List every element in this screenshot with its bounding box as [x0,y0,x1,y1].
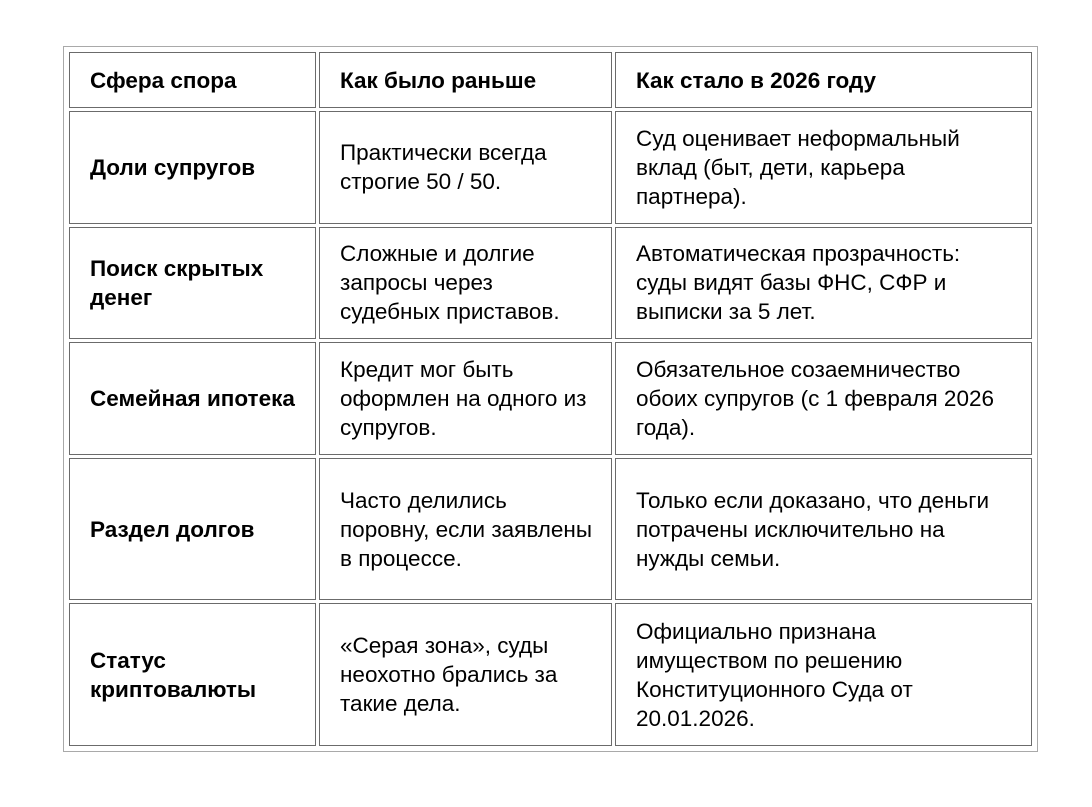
table-row [69,342,1032,454]
topic-cell: Доли супругов [69,111,316,223]
before-cell: Практически всегда строгие 50 / 50. [319,111,612,223]
table-row [69,458,1032,601]
topic-cell: Поиск скрытых денег [69,227,316,339]
after-cell: Автоматическая прозрачность: суды видят базы ФНС, СФР и выписки за 5 лет. [615,227,1032,339]
after-cell: Обязательное созаемничество обоих супругов (с 1 февраля 2026 года). [615,342,1032,454]
before-cell: Сложные и долгие запросы через судебных приставов. [319,227,612,339]
table-row [69,111,1032,223]
after-cell: Суд оценивает неформальный вклад (быт, дети, карьера партнера). [615,111,1032,223]
after-cell: Официально признана имуществом по решению Конституционного Суда от 20.01.2026. [615,603,1032,746]
topic-cell: Статус криптовалюты [69,603,316,746]
before-cell: Кредит мог быть оформлен на одного из супругов. [319,342,612,454]
header-before: Как было раньше [319,52,612,108]
table-row [69,227,1032,339]
comparison-table-frame [63,46,1038,752]
before-cell: Часто делились поровну, если заявлены в процессе. [319,458,612,601]
header-topic: Сфера спора [69,52,316,108]
topic-cell: Семейная ипотека [69,342,316,454]
before-cell: «Серая зона», суды неохотно брались за такие дела. [319,603,612,746]
header-after: Как стало в 2026 году [615,52,1032,108]
table-row [69,603,1032,746]
after-cell: Только если доказано, что деньги потрачены исключительно на нужды семьи. [615,458,1032,601]
topic-cell: Раздел долгов [69,458,316,601]
comparison-table [66,49,1035,749]
table-header-row [69,52,1032,108]
